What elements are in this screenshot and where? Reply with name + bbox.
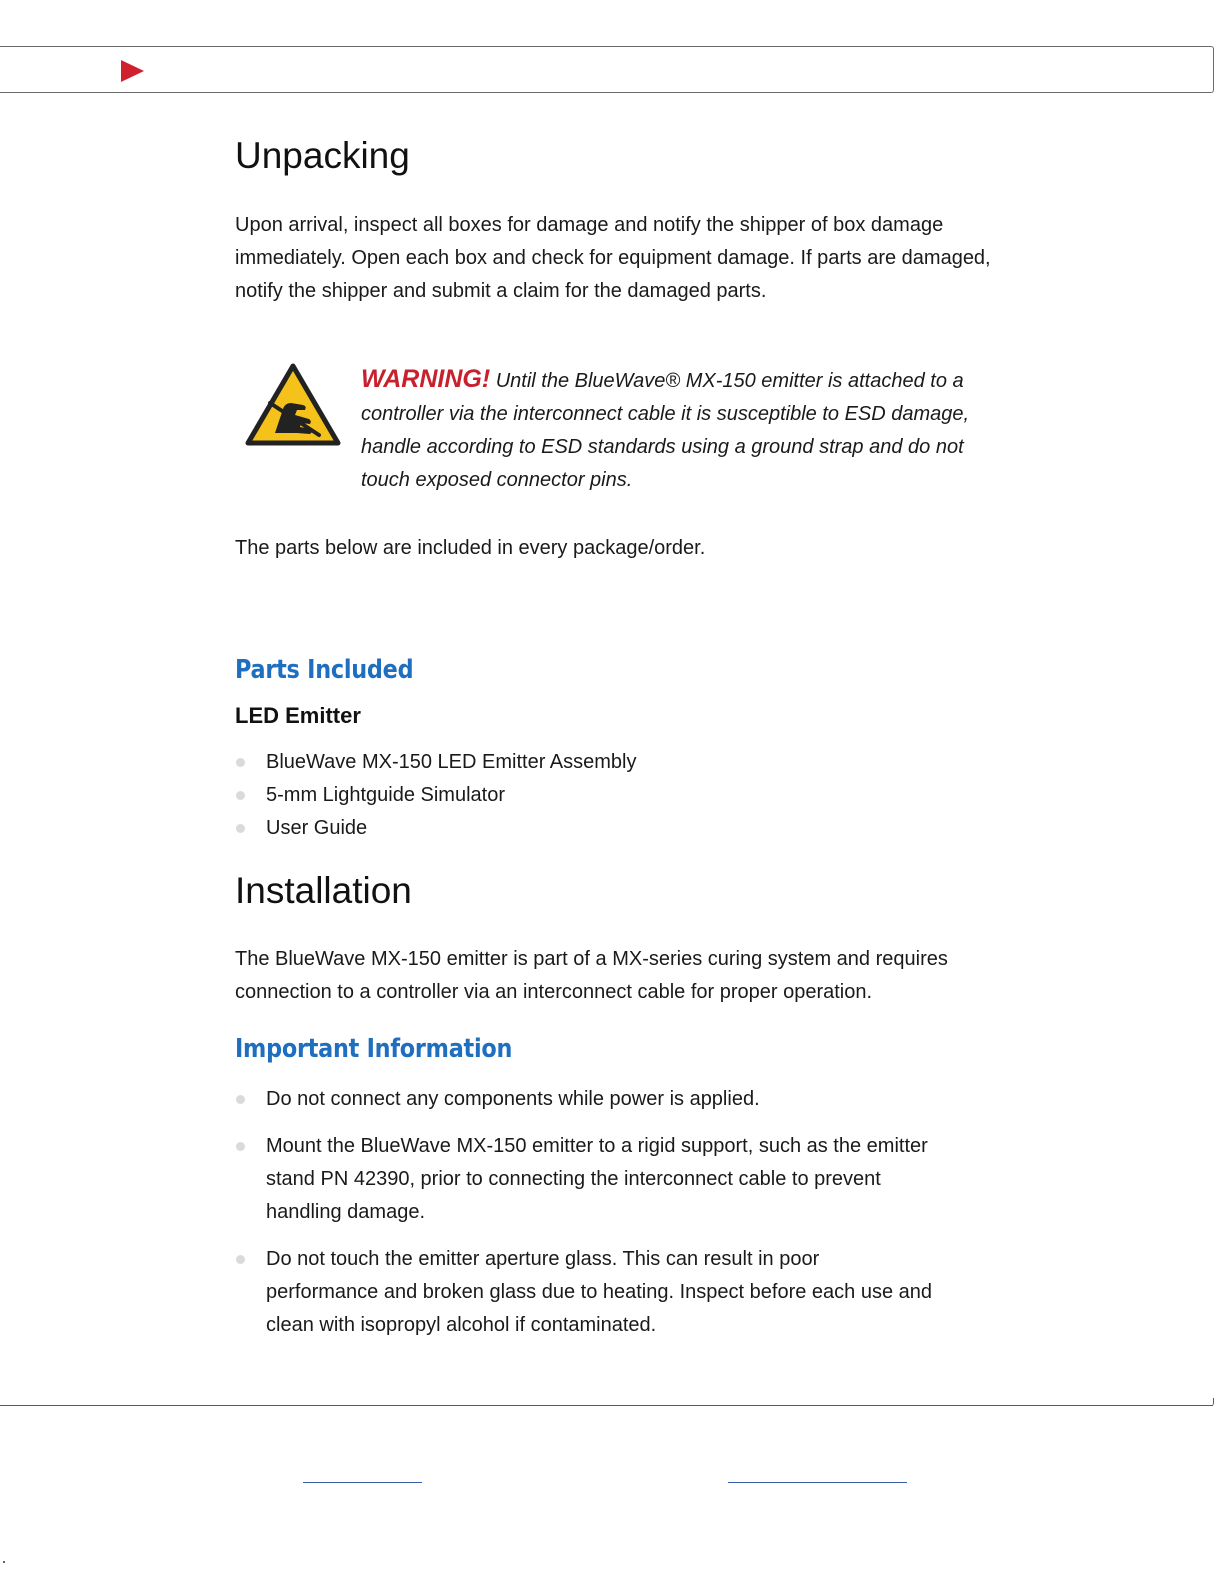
parts-included-heading: Parts Included	[235, 655, 414, 685]
bullet-icon	[236, 791, 245, 800]
list-item: Mount the BlueWave MX-150 emitter to a rigid support, such as the emitter stand PN 42390, prior to connecting the interconnect cable to prevent handling damage.	[235, 1130, 935, 1229]
warning-text	[361, 363, 1001, 497]
important-information-list	[235, 1083, 935, 1342]
header-band	[0, 46, 1214, 93]
installation-intro: The BlueWave MX-150 emitter is part of a MX-series curing system and requires connection to a controller via an interconnect cable for proper operation.	[235, 948, 948, 1003]
list-item: Do not touch the emitter aperture glass. This can result in poor performance and broken glass due to heating. Inspect before each use and clean with isopropyl alcohol if contaminated.	[235, 1243, 935, 1342]
list-item: BlueWave MX-150 LED Emitter Assembly	[235, 746, 1015, 779]
installation-heading: Installation	[235, 870, 412, 911]
list-item: User Guide	[235, 812, 1015, 845]
bullet-icon	[236, 1255, 245, 1264]
bullet-icon	[236, 1142, 245, 1151]
parts-note: The parts below are included in every package/order.	[235, 537, 706, 559]
footer-rule-corner	[1208, 1398, 1214, 1406]
bullet-icon	[236, 824, 245, 833]
led-emitter-subheading: LED Emitter	[235, 703, 361, 728]
list-item: Do not connect any components while power is applied.	[235, 1083, 935, 1116]
play-arrow-icon	[121, 60, 144, 82]
corner-mark	[3, 1561, 5, 1563]
footer-link-underline-right[interactable]	[728, 1482, 907, 1483]
footer-rule	[0, 1405, 1213, 1406]
list-item: 5-mm Lightguide Simulator	[235, 779, 1015, 812]
important-information-heading: Important Information	[235, 1034, 513, 1064]
unpacking-intro: Upon arrival, inspect all boxes for damage and notify the shipper of box damage immediately. Open each box and check for equipment damage. If parts are damaged, notify the shipper and submit a claim for the damaged parts.	[235, 214, 991, 302]
warning-body: Until the BlueWave® MX-150 emitter is attached to a controller via the interconnect cable it is susceptible to ESD damage, handle according to ESD standards using a ground strap and do not touch exposed connector pins.	[361, 370, 970, 491]
esd-warning-icon	[245, 363, 341, 447]
footer-link-underline-left[interactable]	[303, 1482, 422, 1483]
parts-list	[235, 746, 1015, 845]
warning-label: WARNING!	[361, 365, 491, 393]
unpacking-heading: Unpacking	[235, 135, 410, 176]
bullet-icon	[236, 758, 245, 767]
bullet-icon	[236, 1095, 245, 1104]
